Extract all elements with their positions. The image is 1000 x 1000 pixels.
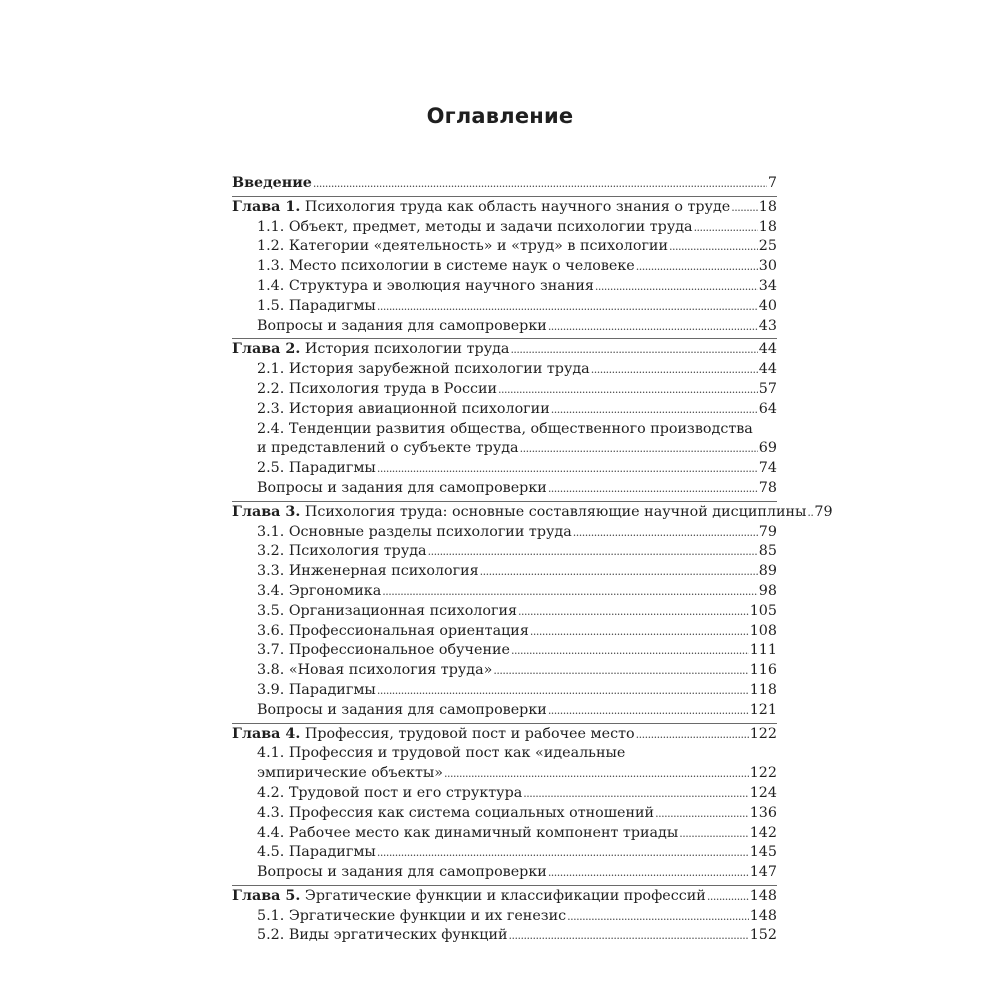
toc-line [257, 824, 777, 844]
toc-section[interactable] [232, 277, 777, 297]
dot-leader [428, 542, 758, 562]
toc-line [232, 725, 777, 745]
toc-page-number: 108 [749, 622, 777, 639]
chapter-heading [232, 503, 806, 523]
dot-leader [551, 400, 758, 420]
section-title: Вопросы и задания для самопроверки [257, 864, 547, 881]
chapter-title: Профессия, трудовой пост и рабочее место [304, 725, 635, 742]
chapter-prefix: Глава 2. [232, 341, 301, 358]
dot-leader [548, 317, 758, 337]
toc-section[interactable] [232, 562, 777, 582]
section-title: 3.4. Эргономика [257, 582, 382, 599]
toc-chapter[interactable] [232, 196, 777, 218]
toc-page-number: 43 [758, 317, 777, 334]
dot-leader [679, 824, 748, 844]
toc-line [257, 523, 777, 543]
toc-line [257, 439, 777, 459]
toc-page-number: 40 [758, 297, 777, 314]
dot-leader [493, 661, 748, 681]
chapter-title: Психология труда как область научного знания о труде [304, 198, 731, 215]
toc-page-number: 121 [749, 701, 777, 718]
dot-leader [548, 701, 749, 721]
toc-section[interactable] [232, 420, 777, 460]
toc-section[interactable] [232, 237, 777, 257]
toc-line [257, 622, 777, 642]
toc-line [257, 542, 777, 562]
toc-section[interactable] [232, 360, 777, 380]
toc-chapter[interactable] [232, 501, 833, 523]
toc-line [257, 907, 777, 927]
toc-page-number: 69 [758, 440, 777, 457]
toc-section[interactable] [232, 400, 777, 420]
toc-line [257, 459, 777, 479]
dot-leader [591, 360, 758, 380]
toc-line [257, 863, 777, 883]
toc-page-number: 89 [758, 563, 777, 580]
dot-leader [523, 784, 748, 804]
dot-leader [377, 843, 749, 863]
section-title: Вопросы и задания для самопроверки [257, 317, 547, 334]
toc-page-number: 145 [749, 844, 777, 861]
page-title: Оглавление [426, 104, 574, 128]
dot-leader [520, 439, 758, 459]
toc-page-number: 7 [767, 175, 777, 191]
toc-line [257, 277, 777, 297]
toc-line [232, 887, 777, 907]
dot-leader [636, 257, 758, 277]
toc-page-number: 122 [749, 765, 777, 782]
dot-leader [573, 523, 758, 543]
toc-section[interactable] [232, 926, 777, 946]
toc-intro[interactable] [232, 174, 777, 194]
toc-section[interactable] [232, 784, 777, 804]
toc-section[interactable] [232, 297, 777, 317]
dot-leader [511, 641, 749, 661]
toc-line [257, 602, 777, 622]
dot-leader [548, 863, 749, 883]
toc-chapter[interactable] [232, 338, 777, 360]
toc-line [232, 340, 777, 360]
toc-section[interactable] [232, 257, 777, 277]
toc-page-number: 57 [758, 380, 777, 397]
toc-section[interactable] [232, 317, 777, 337]
toc-line [257, 843, 777, 863]
dot-leader [567, 907, 749, 927]
toc-section[interactable] [232, 542, 777, 562]
toc-page-number: 122 [749, 725, 777, 742]
toc-page-number: 152 [749, 927, 777, 944]
dot-leader [636, 725, 749, 745]
toc-page-number: 98 [758, 582, 777, 599]
toc-section[interactable] [232, 824, 777, 844]
toc-section[interactable] [232, 641, 777, 661]
toc-line [257, 237, 777, 257]
section-title: 4.5. Парадигмы [257, 844, 376, 861]
toc-section[interactable] [232, 582, 777, 602]
chapter-heading [232, 198, 730, 218]
dot-leader [444, 764, 749, 784]
toc-line [257, 681, 777, 701]
dot-leader [382, 582, 758, 602]
table-of-contents [232, 174, 833, 946]
dot-leader [510, 340, 757, 360]
dot-leader [669, 237, 758, 257]
toc-line [257, 582, 777, 602]
toc-page-number: 116 [749, 662, 777, 679]
toc-line [257, 360, 777, 380]
toc-page-number: 18 [758, 198, 777, 215]
toc-page-number: 85 [758, 543, 777, 560]
toc-page-number: 111 [749, 642, 777, 659]
toc-section[interactable] [232, 681, 777, 701]
dot-leader [377, 459, 758, 479]
section-title: 1.4. Структура и эволюция научного знания [257, 277, 594, 294]
dot-leader [509, 926, 749, 946]
toc-chapter[interactable] [232, 885, 777, 907]
section-title: 3.9. Парадигмы [257, 681, 376, 698]
dot-leader [377, 681, 749, 701]
section-title: 5.2. Виды эргатических функций [257, 927, 508, 944]
toc-page-number: 105 [749, 602, 777, 619]
section-title-continuation: и представлений о субъекте труда [257, 440, 519, 457]
section-title: 1.1. Объект, предмет, методы и задачи психологии труда [257, 218, 693, 235]
section-title: 4.1. Профессия и трудовой пост как «идеальные [257, 745, 626, 762]
chapter-title: История психологии труда [304, 341, 510, 358]
chapter-heading [232, 340, 509, 360]
toc-line [232, 198, 777, 218]
toc-line [257, 926, 777, 946]
section-title: 3.3. Инженерная психология [257, 563, 479, 580]
toc-line [257, 317, 777, 337]
toc-section[interactable] [232, 218, 777, 238]
toc-line [257, 479, 777, 499]
section-title: Вопросы и задания для самопроверки [257, 479, 547, 496]
toc-line [257, 641, 777, 661]
toc-line [257, 218, 777, 238]
section-title: 5.1. Эргатические функции и их генезис [257, 907, 567, 924]
toc-section[interactable] [232, 459, 777, 479]
section-title: 2.5. Парадигмы [257, 460, 376, 477]
toc-page-number: 30 [758, 258, 777, 275]
toc-page-number: 79 [814, 503, 833, 520]
toc-page-number: 74 [758, 460, 777, 477]
toc-page-number: 148 [749, 907, 777, 924]
chapter-title: Эргатические функции и классификации профессий [304, 887, 706, 904]
toc-line [257, 562, 777, 582]
section-title-continuation: эмпирические объекты» [257, 765, 443, 782]
section-title: Вопросы и задания для самопроверки [257, 701, 547, 718]
section-title: 1.3. Место психологии в системе наук о человеке [257, 258, 635, 275]
dot-leader [530, 622, 749, 642]
toc-page-number: 79 [758, 523, 777, 540]
toc-page-number: 44 [758, 341, 777, 358]
toc-line [257, 400, 777, 420]
dot-leader [548, 479, 758, 499]
section-title: 1.2. Категории «деятельность» и «труд» в психологии [257, 238, 668, 255]
dot-leader [707, 887, 749, 907]
toc-section[interactable] [232, 843, 777, 863]
section-title: 3.8. «Новая психология труда» [257, 662, 493, 679]
toc-section[interactable] [232, 661, 777, 681]
section-title: 2.4. Тенденции развития общества, общественного производства [257, 420, 753, 437]
toc-chapter[interactable] [232, 723, 777, 745]
toc-section[interactable] [232, 907, 777, 927]
chapter-prefix: Глава 5. [232, 887, 301, 904]
toc-page-number: 136 [749, 804, 777, 821]
section-title: 4.2. Трудовой пост и его структура [257, 784, 523, 801]
toc-page-number: 34 [758, 277, 777, 294]
toc-page-number: 18 [758, 218, 777, 235]
section-title: 3.2. Психология труда [257, 543, 427, 560]
toc-section[interactable] [232, 863, 777, 883]
chapter-title: Психология труда: основные составляющие научной дисциплины [304, 503, 807, 520]
section-title: 2.3. История авиационной психологии [257, 400, 550, 417]
toc-line [232, 503, 833, 523]
section-title: 3.6. Профессиональная ориентация [257, 622, 529, 639]
dot-leader [807, 503, 813, 523]
dot-leader [498, 380, 758, 400]
section-title: 3.1. Основные разделы психологии труда [257, 523, 572, 540]
toc-page-number: 44 [758, 361, 777, 378]
toc-page-number: 124 [749, 784, 777, 801]
toc-line [257, 784, 777, 804]
chapter-heading [232, 887, 706, 907]
toc-page-number: 25 [758, 238, 777, 255]
toc-page-number: 147 [749, 864, 777, 881]
chapter-heading [232, 725, 635, 745]
dot-leader [655, 804, 749, 824]
dot-leader [377, 297, 758, 317]
section-title: 3.5. Организационная психология [257, 602, 518, 619]
toc-section[interactable] [232, 701, 777, 721]
toc-section[interactable] [232, 380, 777, 400]
chapter-prefix: Глава 1. [232, 198, 301, 215]
toc-line [257, 380, 777, 400]
dot-leader [731, 198, 758, 218]
section-title: 2.1. История зарубежной психологии труда [257, 361, 590, 378]
dot-leader [313, 174, 767, 194]
toc-page-number: 148 [749, 887, 777, 904]
dot-leader [694, 218, 758, 238]
toc-section[interactable] [232, 744, 777, 784]
toc-line [257, 257, 777, 277]
toc-page-number: 118 [749, 681, 777, 698]
toc-section[interactable] [232, 622, 777, 642]
toc-intro-label: Введение [232, 175, 312, 191]
toc-line [257, 764, 777, 784]
section-title: 4.4. Рабочее место как динамичный компонент триады [257, 824, 679, 841]
toc-section[interactable] [232, 479, 777, 499]
toc-section[interactable] [232, 523, 777, 543]
dot-leader [480, 562, 758, 582]
toc-section[interactable] [232, 804, 777, 824]
toc-line [257, 661, 777, 681]
toc-section[interactable] [232, 602, 777, 622]
toc-page-number: 78 [758, 479, 777, 496]
dot-leader [595, 277, 758, 297]
section-title: 4.3. Профессия как система социальных отношений [257, 804, 655, 821]
toc-page-number: 64 [758, 400, 777, 417]
toc-line [257, 701, 777, 721]
section-title: 1.5. Парадигмы [257, 297, 376, 314]
toc-line [257, 297, 777, 317]
section-title: 3.7. Профессиональное обучение [257, 642, 510, 659]
chapter-prefix: Глава 3. [232, 503, 301, 520]
chapter-prefix: Глава 4. [232, 725, 301, 742]
toc-page-number: 142 [749, 824, 777, 841]
toc-line [257, 804, 777, 824]
section-title: 2.2. Психология труда в России [257, 380, 498, 397]
dot-leader [518, 602, 749, 622]
